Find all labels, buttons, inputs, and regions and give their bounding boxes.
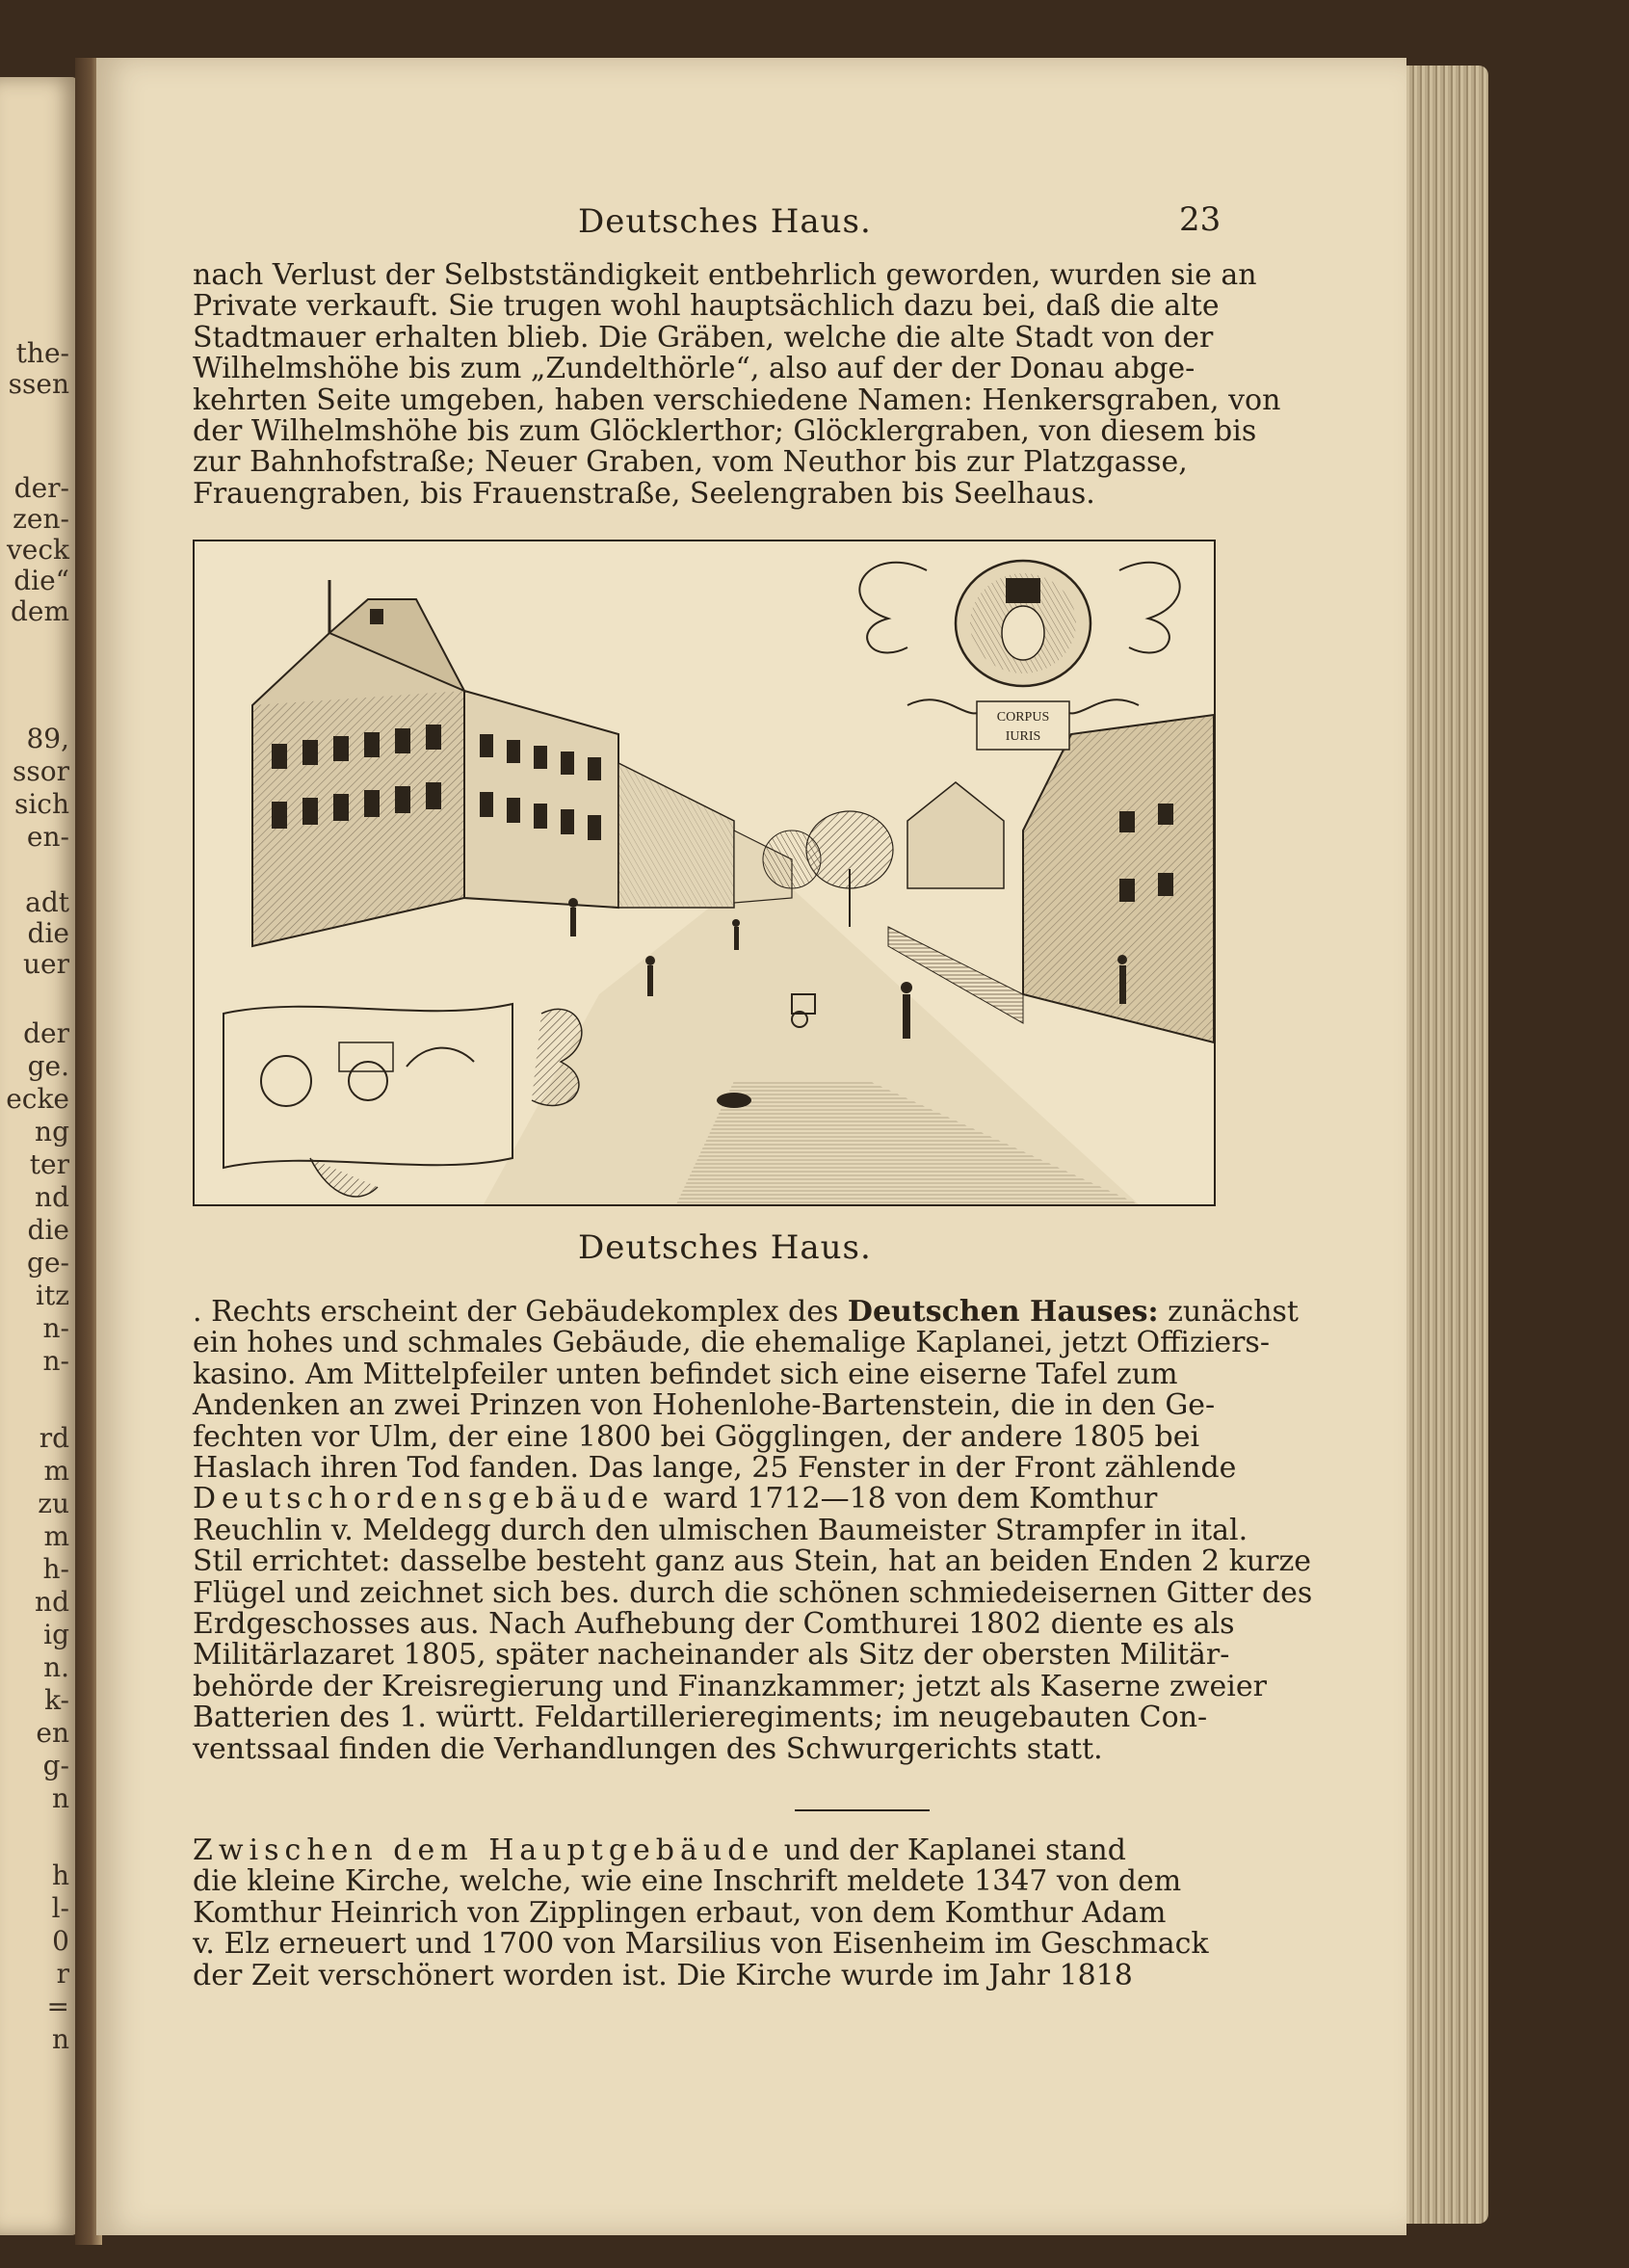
text-line: Reuchlin v. Meldegg durch den ulmischen Baumeister Strampfer in ital. <box>193 1513 1248 1547</box>
emblem-text-iuris: IURIS <box>1005 729 1041 744</box>
text-line: Private verkauft. Sie trugen wohl hauptsächlich dazu bei, daß die alte <box>193 289 1220 324</box>
illustration-caption: Deutsches Haus. <box>578 1228 872 1267</box>
spaced-zwischen-dem-hauptgebaeude: Zwischen dem Hauptgebäude <box>193 1833 775 1867</box>
text-line <box>193 1835 1223 1866</box>
left-fragment: en <box>36 1717 69 1749</box>
text-line: Komthur Heinrich von Zipplingen erbaut, von dem Komthur Adam <box>193 1895 1167 1930</box>
text-line: zur Bahnhofstraße; Neuer Graben, vom Neuthor bis zur Platzgasse, <box>193 445 1188 480</box>
text-line: behörde der Kreisregierung und Finanzkammer; jetzt als Kaserne zweier <box>193 1669 1267 1703</box>
left-fragment: adt <box>25 886 69 918</box>
text-run: und der Kaplanei stand <box>775 1833 1126 1867</box>
left-fragment: ssor <box>13 755 69 787</box>
left-fragment: n. <box>43 1651 69 1683</box>
page-number: 23 <box>1179 200 1222 239</box>
left-fragment: 0 <box>52 1925 69 1957</box>
spaced-deutschordensgebaeude: Deutschordensgebäude <box>193 1482 655 1516</box>
text-line: Stil errichtet: dasselbe besteht ganz aus Stein, hat an beiden Enden 2 kurze <box>193 1544 1312 1579</box>
left-fragment: die <box>27 1214 69 1246</box>
emphasis-deutschen-hauses: Deutschen Hauses: <box>847 1295 1159 1329</box>
text-line: Erdgeschosses aus. Nach Aufhebung der Comthurei 1802 diente es als <box>193 1607 1235 1642</box>
left-fragment: veck <box>6 534 69 566</box>
left-fragment: m <box>43 1520 69 1552</box>
left-fragment: der <box>23 1017 69 1049</box>
page-edges <box>1402 66 1488 2224</box>
left-fragment: ssen <box>8 368 69 400</box>
text-run: ward 1712—18 von dem Komthur <box>654 1482 1158 1516</box>
text-line: Militärlazaret 1805, später nacheinander als Sitz der obersten Militär- <box>193 1638 1230 1673</box>
text-run: . Rechts erscheint der Gebäudekomplex des <box>193 1295 848 1329</box>
text-line: v. Elz erneuert und 1700 von Marsilius von Eisenheim im Geschmack <box>193 1927 1209 1962</box>
text-line: Wilhelmshöhe bis zum „Zundelthörle“, also auf der der Donau abge- <box>193 352 1195 386</box>
left-fragment: nd <box>35 1181 69 1213</box>
text-line: die kleine Kirche, welche, wie eine Inschrift meldete 1347 von dem <box>193 1864 1182 1899</box>
top-paragraph <box>193 258 1281 511</box>
text-line: nach Verlust der Selbstständigkeit entbehrlich geworden, wurden sie an <box>193 258 1257 292</box>
left-fragment: 89, <box>26 723 69 754</box>
left-fragment: sich <box>13 788 69 820</box>
text-line: Andenken an zwei Prinzen von Hohenlohe-Bartenstein, die in den Ge- <box>193 1388 1216 1423</box>
left-fragment: n- <box>42 1312 69 1344</box>
text-line: Frauengraben, bis Frauenstraße, Seelengraben bis Seelhaus. <box>193 476 1095 511</box>
text-run: zunächst <box>1158 1295 1299 1329</box>
text-line: fechten vor Ulm, der eine 1800 bei Gögglingen, der andere 1805 bei <box>193 1419 1200 1454</box>
left-fragment: ge- <box>27 1247 69 1279</box>
left-fragment: nd <box>35 1586 69 1618</box>
text-line: der Zeit verschönert worden ist. Die Kirche wurde im Jahr 1818 <box>193 1958 1133 1992</box>
left-fragment: = <box>46 1991 69 2022</box>
left-fragment: en- <box>26 821 69 853</box>
paragraph-deutsches-haus <box>193 1295 1313 1766</box>
left-fragment: h- <box>42 1553 69 1585</box>
text-line: Flügel und zeichnet sich bes. durch die schönen schmiedeisernen Gitter des <box>193 1575 1313 1610</box>
engraving-deutsches-haus <box>193 540 1216 1206</box>
left-fragment: g- <box>42 1750 69 1781</box>
left-fragment: k- <box>44 1684 69 1716</box>
text-line: kehrten Seite umgeben, haben verschiedene Namen: Henkersgraben, von <box>193 382 1281 417</box>
left-fragment: zen- <box>13 503 69 535</box>
left-fragment: the- <box>15 337 69 369</box>
text-line: ein hohes und schmales Gebäude, die ehemalige Kaplanei, jetzt Offiziers- <box>193 1326 1270 1360</box>
text-line: ventssaal finden die Verhandlungen des Schwurgerichts statt. <box>193 1731 1103 1766</box>
text-line: Batterien des 1. württ. Feldartillerieregiments; im neugebauten Con- <box>193 1701 1208 1735</box>
left-fragment: rd <box>39 1422 69 1454</box>
text-line: der Wilhelmshöhe bis zum Glöcklerthor; Glöcklergraben, von diesem bis <box>193 414 1257 449</box>
left-fragment: der- <box>13 472 69 504</box>
left-fragment: ter <box>29 1148 69 1180</box>
left-fragment: ng <box>35 1116 69 1147</box>
text-line: Haslach ihren Tod fanden. Das lange, 25 Fenster in der Front zählende <box>193 1451 1237 1486</box>
left-fragment: ecke <box>6 1083 69 1115</box>
left-fragment: r <box>56 1958 69 1990</box>
left-fragment: ge. <box>27 1050 69 1082</box>
left-fragment: l- <box>51 1892 69 1924</box>
left-fragment: n <box>51 1782 69 1814</box>
text-line: Stadtmauer erhalten blieb. Die Gräben, welche die alte Stadt von der <box>193 320 1214 355</box>
left-fragment: itz <box>36 1279 69 1311</box>
left-fragment: dem <box>10 595 69 627</box>
emblem-text-corpus: CORPUS <box>996 710 1050 725</box>
text-line <box>193 1295 1299 1329</box>
engraving-svg <box>195 541 1214 1204</box>
running-head: Deutsches Haus. <box>578 202 872 241</box>
section-divider <box>795 1809 930 1811</box>
left-fragment: ig <box>43 1619 69 1650</box>
text-line <box>193 1484 1223 1515</box>
left-fragment: n- <box>42 1345 69 1377</box>
paragraph-kirche <box>193 1835 1223 1991</box>
left-fragment: h <box>51 1859 69 1891</box>
text-line: kasino. Am Mittelpfeiler unten befindet sich eine eiserne Tafel zum <box>193 1357 1178 1391</box>
left-fragment: n <box>51 2023 69 2055</box>
left-fragment: m <box>43 1455 69 1487</box>
left-fragment: die“ <box>13 565 69 596</box>
left-fragment: uer <box>23 948 69 980</box>
left-fragment: zu <box>38 1488 69 1519</box>
left-fragment: die <box>27 917 69 949</box>
left-page-edge <box>0 77 79 2235</box>
